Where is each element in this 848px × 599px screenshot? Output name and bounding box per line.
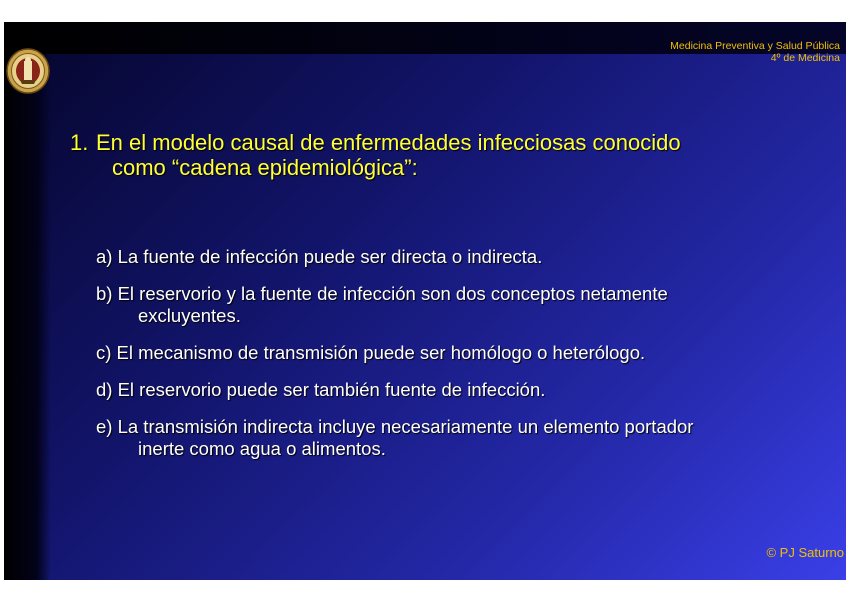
course-title: Medicina Preventiva y Salud Pública (670, 40, 840, 52)
option-a-text: a) La fuente de infección puede ser directa o indirecta. (96, 246, 543, 267)
answer-options (96, 246, 836, 475)
copyright-notice: © PJ Saturno (766, 545, 844, 560)
slide (4, 22, 846, 580)
question-text (70, 130, 810, 180)
course-header (670, 40, 840, 64)
question-line-2: como “cadena epidemiológica”: (112, 155, 418, 180)
option-b-text: b) El reservorio y la fuente de infección son dos conceptos netamente (96, 283, 668, 304)
option-d (96, 379, 836, 401)
option-a (96, 246, 836, 268)
left-bar (4, 54, 51, 580)
university-seal-icon (6, 48, 50, 94)
option-c-text: c) El mecanismo de transmisión puede ser homólogo o heterólogo. (96, 342, 646, 363)
option-c (96, 342, 836, 364)
option-d-text: d) El reservorio puede ser también fuente de infección. (96, 379, 546, 400)
option-e-continuation: inerte como agua o alimentos. (138, 438, 386, 459)
option-e (96, 416, 836, 460)
option-b-continuation: excluyentes. (138, 305, 241, 326)
question-line-1: En el modelo causal de enfermedades infecciosas conocido (96, 130, 681, 155)
question-number: 1. (70, 130, 89, 155)
option-e-text: e) La transmisión indirecta incluye necesariamente un elemento portador (96, 416, 694, 437)
option-b (96, 283, 836, 327)
course-year: 4º de Medicina (770, 52, 840, 64)
